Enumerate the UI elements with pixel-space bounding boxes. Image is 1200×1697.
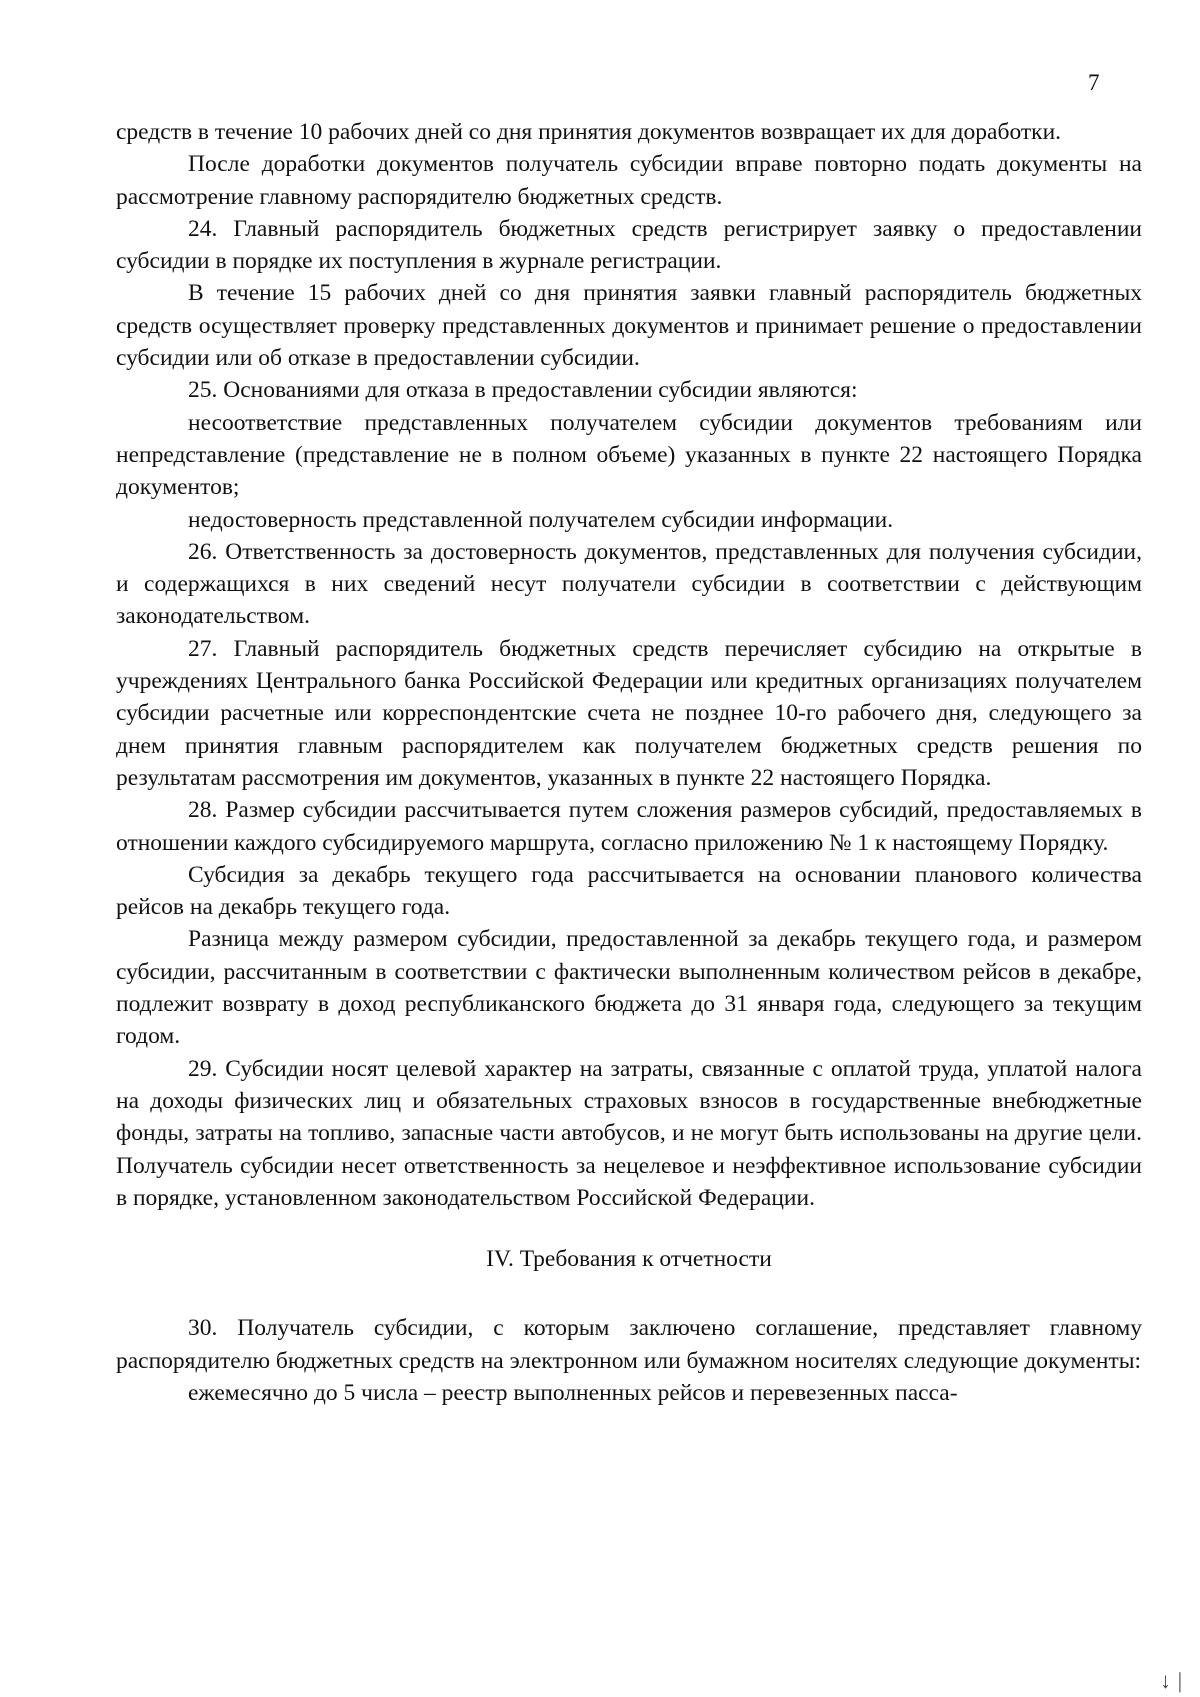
paragraph-list-entry: ежемесячно до 5 числа – реестр выполненных рейсов и перевезенных пасса- bbox=[188, 1379, 958, 1406]
paragraph-list-entry: несоответствие представленных получателем субсидии документов требованиям или непредставление (представление не в полном объеме) указанных в пункте 22 настоящего Порядка документов; bbox=[116, 409, 1142, 501]
paragraph: Разница между размером субсидии, предоставленной за декабрь текущего года, и размером субсидии, рассчитанным в соответствии с фактически выполненным количеством рейсов в декабре, подлежит возврату в доход республиканского бюджета до 31 января года, следующего за текущим годом. bbox=[116, 926, 1142, 1050]
paragraph-item-28: 28. Размер субсидии рассчитывается путем сложения размеров субсидий, предоставляемых в отношении каждого субсидируемого маршрута, согласно приложению № 1 к настоящему Порядку. bbox=[116, 797, 1142, 856]
paragraph-item-29: 29. Субсидии носят целевой характер на затраты, связанные с оплатой труда, уплатой налога на доходы физических лиц и обязательных страховых взносов в государственные внебюджетные фонды, затраты на топливо, запасные части автобусов, и не могут быть использованы на другие цели. Получатель субсидии несет ответственность за нецелевое и неэффективное использование субсидии в порядке, установленном законодательством Российской Федерации. bbox=[116, 1055, 1142, 1211]
paragraph-item-26: 26. Ответственность за достоверность документов, представленных для получения субсидии, и содержащихся в них сведений несут получатели субсидии в соответствии с действующим законодательством. bbox=[116, 538, 1142, 630]
paragraph: После доработки документов получатель субсидии вправе повторно подать документы на рассмотрение главному распорядителю бюджетных средств. bbox=[116, 151, 1142, 210]
paragraph-item-30: 30. Получатель субсидии, с которым заключено соглашение, представляет главному распорядителю бюджетных средств на электронном или бумажном носителях следующие документы: bbox=[116, 1315, 1142, 1374]
paragraph: В течение 15 рабочих дней со дня принятия заявки главный распорядитель бюджетных средств осуществляет проверку представленных документов и принимает решение о предоставлении субсидии или об отказе в предоставлении субсидии. bbox=[116, 280, 1142, 372]
paragraph-item-24: 24. Главный распорядитель бюджетных средств регистрирует заявку о предоставлении субсидии в порядке их поступления в журнале регистрации. bbox=[116, 215, 1142, 275]
paragraph-list-entry: недостоверность представленной получателем субсидии информации. bbox=[188, 506, 894, 533]
section-heading: IV. Требования к отчетности bbox=[486, 1246, 772, 1273]
document-body bbox=[116, 116, 1142, 1409]
page-number: 7 bbox=[1088, 70, 1100, 95]
paragraph: Субсидия за декабрь текущего года рассчитывается на основании планового количества рейсов на декабрь текущего года. bbox=[116, 861, 1142, 921]
paragraph-item-25: 25. Основаниями для отказа в предоставлении субсидии являются: bbox=[188, 377, 858, 404]
paragraph-continuation: средств в течение 10 рабочих дней со дня принятия документов возвращает их для доработки. bbox=[116, 119, 1062, 145]
paragraph-item-27: 27. Главный распорядитель бюджетных средств перечисляет субсидию на открытые в учреждениях Центрального банка Российской Федерации или кредитных организациях получателем субсидии расчетные или корреспондентские счета не позднее 10-го рабочего дня, следующего за днем принятия главным распорядителем как получателем бюджетных средств решения по результатам рассмотрения им документов, указанных в пункте 22 настоящего Порядка. bbox=[116, 635, 1142, 791]
handwritten-mark: ↓ | bbox=[1160, 1668, 1183, 1693]
